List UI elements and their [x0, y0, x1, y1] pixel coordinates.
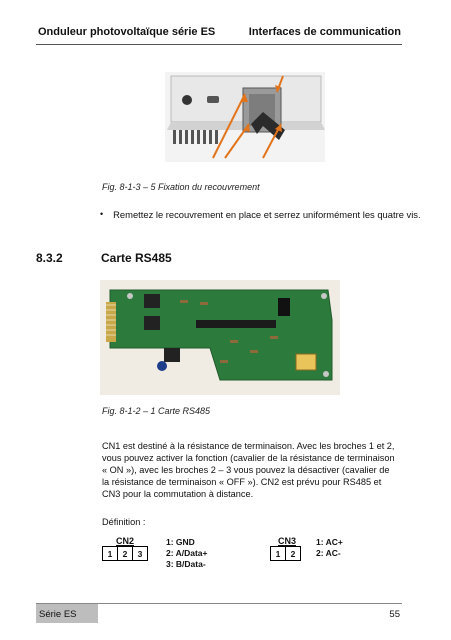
cn2-pin-list — [166, 537, 208, 570]
figure1-caption: Fig. 8-1-3 – 5 Fixation du recouvrement — [102, 182, 260, 192]
cn2-pin-box — [102, 546, 148, 561]
cover-fixing-photo — [165, 72, 325, 162]
cn3-pin: 2: AC- — [316, 548, 341, 558]
cn2-pin: 1: GND — [166, 537, 195, 547]
cn2-cell: 2 — [118, 547, 133, 560]
cn3-pin-list — [316, 537, 343, 559]
instruction-bullet — [100, 209, 421, 220]
bullet-text: Remettez le recouvrement en place et serrez uniformément les quatre vis. — [113, 209, 421, 220]
header-title-right: Interfaces de communication — [248, 26, 401, 38]
cn2-connector — [102, 536, 148, 561]
definition-label: Définition : — [102, 517, 146, 527]
cn3-connector — [270, 536, 301, 561]
figure2-caption: Fig. 8-1-2 – 1 Carte RS485 — [102, 406, 211, 416]
cn3-pin: 1: AC+ — [316, 537, 343, 547]
cn2-title: CN2 — [116, 536, 135, 546]
cn3-pin-box — [270, 546, 301, 561]
header-rule — [36, 44, 402, 45]
footer-series: Série ES — [39, 609, 77, 620]
bullet-dot-icon: • — [100, 209, 104, 219]
cn3-title: CN3 — [278, 536, 297, 546]
cn2-cell: 3 — [137, 548, 143, 559]
cn2-pin: 2: A/Data+ — [166, 548, 208, 558]
header-title-left: Onduleur photovoltaïque série ES — [38, 26, 216, 38]
cn2-pin: 3: B/Data- — [166, 559, 206, 569]
section-title: Carte RS485 — [101, 251, 172, 265]
cn3-cell: 2 — [290, 548, 296, 559]
description-paragraph: CN1 est destiné à la résistance de terminaison. Avec les broches 1 et 2, vous pouvez activer la fonction (cavalier de la résistance de terminaison « ON »), avec les broches 2 – 3 vous pouvez la désactiver (cavalier de la résistance de terminaison « OFF »). CN2 est prévu pour RS485 et CN3 pour la commutation à distance. — [102, 441, 395, 499]
cn2-cell: 1 — [103, 547, 118, 560]
section-number: 8.3.2 — [36, 251, 63, 265]
page-number: 55 — [389, 609, 400, 620]
cn3-cell: 1 — [271, 547, 286, 560]
rs485-board-photo — [100, 280, 340, 395]
